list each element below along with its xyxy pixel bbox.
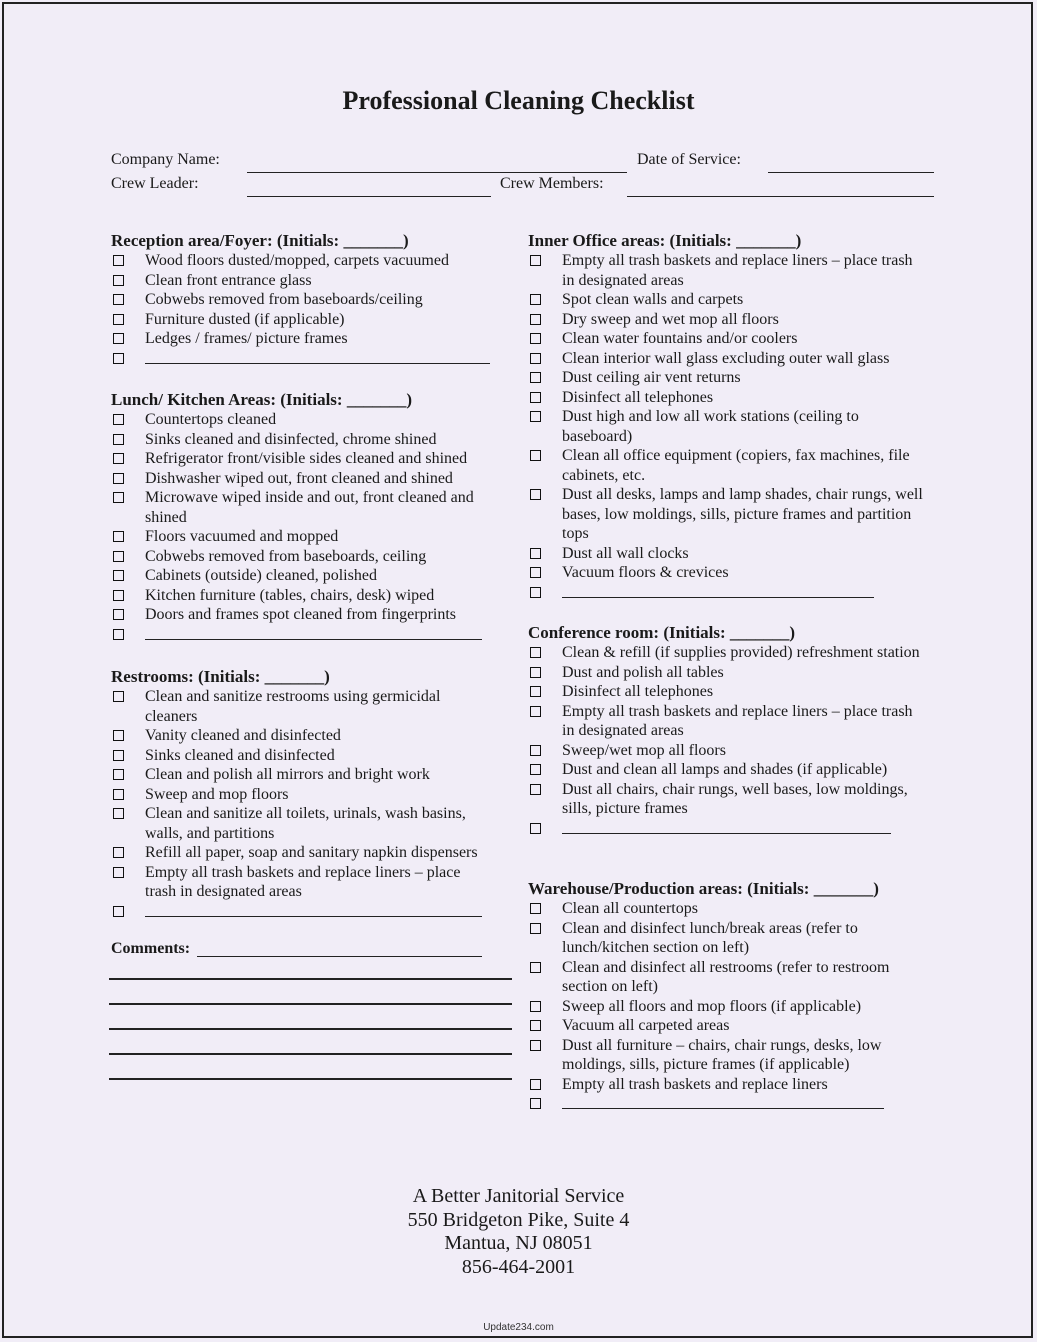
checklist-item: Dust and clean all lamps and shades (if applicable) <box>528 760 928 780</box>
checkbox-icon[interactable] <box>113 453 124 464</box>
checklist-item: Spot clean walls and carpets <box>528 290 928 310</box>
blank-write-in-line[interactable] <box>145 349 490 364</box>
checklist-item: Clean and polish all mirrors and bright work <box>111 765 491 785</box>
checkbox-icon[interactable] <box>530 745 541 756</box>
blank-write-in-line[interactable] <box>145 625 482 640</box>
checklist-item: Sweep all floors and mop floors (if applicable) <box>528 997 928 1017</box>
checklist-item: Vanity cleaned and disinfected <box>111 726 491 746</box>
street-address: 550 Bridgeton Pike, Suite 4 <box>407 1208 630 1231</box>
checklist-item: Empty all trash baskets and replace liners <box>528 1075 928 1095</box>
checklist-item: Clean water fountains and/or coolers <box>528 329 928 349</box>
checkbox-icon[interactable] <box>113 333 124 344</box>
section-kitchen <box>111 390 491 640</box>
comments-field[interactable] <box>197 956 482 957</box>
checkbox-icon[interactable] <box>113 906 124 917</box>
checkbox-icon[interactable] <box>113 570 124 581</box>
checklist-item: Sweep/wet mop all floors <box>528 741 928 761</box>
date-of-service-label: Date of Service: <box>637 151 741 168</box>
checkbox-icon[interactable] <box>113 275 124 286</box>
checkbox-icon[interactable] <box>113 808 124 819</box>
checklist-item: Vacuum all carpeted areas <box>528 1016 928 1036</box>
checklist-item: Ledges / frames/ picture frames <box>111 329 491 349</box>
checklist-item: Dust ceiling air vent returns <box>528 368 928 388</box>
company-address-block <box>0 1185 1037 1279</box>
checklist-item-blank <box>111 902 491 917</box>
checkbox-icon[interactable] <box>530 392 541 403</box>
section-heading: Reception area/Foyer: (Initials: _______) <box>111 231 409 250</box>
checklist-item: Dust all furniture – chairs, chair rungs, desks, low moldings, sills, picture frames (if applicable) <box>528 1036 928 1075</box>
section-heading: Conference room: (Initials: _______) <box>528 623 796 642</box>
crew-members-field[interactable] <box>627 196 934 197</box>
checkbox-icon[interactable] <box>530 706 541 717</box>
checkbox-icon[interactable] <box>113 353 124 364</box>
page-title: Professional Cleaning Checklist <box>342 86 695 115</box>
checklist-item: Clean and disinfect lunch/break areas (refer to lunch/kitchen section on left) <box>528 919 928 958</box>
checkbox-icon[interactable] <box>530 411 541 422</box>
checklist-item: Clean and sanitize all toilets, urinals, wash basins, walls, and partitions <box>111 804 491 843</box>
checklist-item: Furniture dusted (if applicable) <box>111 310 491 330</box>
checklist-item: Dust all desks, lamps and lamp shades, chair rungs, well bases, low moldings, sills, picture frames and partition tops <box>528 485 928 544</box>
section-conference <box>528 623 928 834</box>
checkbox-icon[interactable] <box>113 414 124 425</box>
comment-line[interactable] <box>109 1028 512 1030</box>
checkbox-icon[interactable] <box>530 686 541 697</box>
checkbox-icon[interactable] <box>530 294 541 305</box>
checklist-item: Sinks cleaned and disinfected, chrome shined <box>111 430 491 450</box>
checklist-item: Cabinets (outside) cleaned, polished <box>111 566 491 586</box>
checkbox-icon[interactable] <box>530 764 541 775</box>
checkbox-icon[interactable] <box>530 784 541 795</box>
checkbox-icon[interactable] <box>530 923 541 934</box>
checklist-item: Refrigerator front/visible sides cleaned and shined <box>111 449 491 469</box>
company-name: A Better Janitorial Service <box>412 1185 625 1207</box>
crew-leader-label: Crew Leader: <box>111 175 199 192</box>
checklist-item: Doors and frames spot cleaned from fingerprints <box>111 605 491 625</box>
checkbox-icon[interactable] <box>530 567 541 578</box>
section-restrooms <box>111 667 491 917</box>
blank-write-in-line[interactable] <box>145 902 482 917</box>
checklist-item-blank <box>111 349 491 364</box>
checkbox-icon[interactable] <box>113 789 124 800</box>
checkbox-icon[interactable] <box>113 750 124 761</box>
city-state-zip: Mantua, NJ 08051 <box>444 1232 593 1254</box>
checklist-item: Sweep and mop floors <box>111 785 491 805</box>
checklist-item: Disinfect all telephones <box>528 388 928 408</box>
checklist-item: Dust and polish all tables <box>528 663 928 683</box>
company-name-field[interactable] <box>247 172 627 173</box>
checklist-item-blank <box>528 1094 928 1109</box>
checklist-item: Clean interior wall glass excluding outer wall glass <box>528 349 928 369</box>
checkbox-icon[interactable] <box>113 867 124 878</box>
checkbox-icon[interactable] <box>530 823 541 834</box>
checkbox-icon[interactable] <box>530 1040 541 1051</box>
checkbox-icon[interactable] <box>530 333 541 344</box>
checklist-item: Cobwebs removed from baseboards/ceiling <box>111 290 491 310</box>
checkbox-icon[interactable] <box>113 847 124 858</box>
checkbox-icon[interactable] <box>113 531 124 542</box>
section-reception <box>111 231 491 364</box>
checkbox-icon[interactable] <box>530 353 541 364</box>
checkbox-icon[interactable] <box>113 730 124 741</box>
date-of-service-field[interactable] <box>768 172 934 173</box>
checklist-item: Dust all chairs, chair rungs, well bases, low moldings, sills, picture frames <box>528 780 928 819</box>
crew-members-label: Crew Members: <box>500 175 604 192</box>
watermark: Update234.com <box>483 1322 554 1333</box>
checkbox-icon[interactable] <box>530 667 541 678</box>
checkbox-icon[interactable] <box>530 450 541 461</box>
checklist-item-blank <box>528 819 928 834</box>
checkbox-icon[interactable] <box>530 1098 541 1109</box>
checklist-item: Dry sweep and wet mop all floors <box>528 310 928 330</box>
section-heading: Warehouse/Production areas: (Initials: _______) <box>528 879 879 898</box>
checklist-item: Clean all office equipment (copiers, fax machines, file cabinets, etc. <box>528 446 928 485</box>
section-heading: Restrooms: (Initials: _______) <box>111 667 330 686</box>
section-inner-office <box>528 231 928 598</box>
checklist-item: Kitchen furniture (tables, chairs, desk) wiped <box>111 586 491 606</box>
checkbox-icon[interactable] <box>113 691 124 702</box>
comment-line[interactable] <box>109 1003 512 1005</box>
comment-line[interactable] <box>109 1053 512 1055</box>
section-heading: Lunch/ Kitchen Areas: (Initials: _______) <box>111 390 412 409</box>
company-name-label: Company Name: <box>111 151 220 168</box>
checklist-item: Cobwebs removed from baseboards, ceiling <box>111 547 491 567</box>
crew-leader-field[interactable] <box>247 196 491 197</box>
checklist-item: Floors vacuumed and mopped <box>111 527 491 547</box>
phone-number: 856-464-2001 <box>461 1255 576 1278</box>
checkbox-icon[interactable] <box>113 294 124 305</box>
blank-write-in-line[interactable] <box>562 1094 884 1109</box>
checkbox-icon[interactable] <box>530 647 541 658</box>
checklist-item: Clean all countertops <box>528 899 928 919</box>
checklist-item: Dishwasher wiped out, front cleaned and shined <box>111 469 491 489</box>
checkbox-icon[interactable] <box>530 1020 541 1031</box>
checklist-item: Countertops cleaned <box>111 410 491 430</box>
checkbox-icon[interactable] <box>113 492 124 503</box>
checkbox-icon[interactable] <box>530 1079 541 1090</box>
section-warehouse <box>528 879 928 1109</box>
checkbox-icon[interactable] <box>113 551 124 562</box>
checkbox-icon[interactable] <box>530 1001 541 1012</box>
checkbox-icon[interactable] <box>113 434 124 445</box>
checkbox-icon[interactable] <box>530 548 541 559</box>
checkbox-icon[interactable] <box>530 314 541 325</box>
blank-write-in-line[interactable] <box>562 583 874 598</box>
checkbox-icon[interactable] <box>530 489 541 500</box>
checkbox-icon[interactable] <box>530 372 541 383</box>
checklist-item: Dust high and low all work stations (ceiling to baseboard) <box>528 407 928 446</box>
checklist-item: Empty all trash baskets and replace liners – place trash in designated areas <box>528 251 928 290</box>
checklist-item: Disinfect all telephones <box>528 682 928 702</box>
checkbox-icon[interactable] <box>113 629 124 640</box>
comment-line[interactable] <box>109 978 512 980</box>
checkbox-icon[interactable] <box>113 590 124 601</box>
checkbox-icon[interactable] <box>530 903 541 914</box>
checkbox-icon[interactable] <box>530 255 541 266</box>
checklist-item: Clean front entrance glass <box>111 271 491 291</box>
checkbox-icon[interactable] <box>530 962 541 973</box>
blank-write-in-line[interactable] <box>562 819 891 834</box>
checklist-item-blank <box>111 625 491 640</box>
checkbox-icon[interactable] <box>113 255 124 266</box>
checkbox-icon[interactable] <box>113 769 124 780</box>
checklist-item: Empty all trash baskets and replace liners – place trash in designated areas <box>111 863 491 902</box>
comment-line[interactable] <box>109 1078 512 1080</box>
comments-label: Comments: <box>111 940 191 957</box>
checklist-item: Microwave wiped inside and out, front cleaned and shined <box>111 488 491 527</box>
checklist-item: Clean and disinfect all restrooms (refer to restroom section on left) <box>528 958 928 997</box>
checkbox-icon[interactable] <box>113 609 124 620</box>
checkbox-icon[interactable] <box>113 473 124 484</box>
checklist-item: Refill all paper, soap and sanitary napkin dispensers <box>111 843 491 863</box>
checkbox-icon[interactable] <box>530 587 541 598</box>
section-heading: Inner Office areas: (Initials: _______) <box>528 231 802 250</box>
checklist-item: Dust all wall clocks <box>528 544 928 564</box>
checklist-item: Wood floors dusted/mopped, carpets vacuumed <box>111 251 491 271</box>
checklist-item: Empty all trash baskets and replace liners – place trash in designated areas <box>528 702 928 741</box>
checklist-item: Clean & refill (if supplies provided) refreshment station <box>528 643 928 663</box>
checklist-item: Sinks cleaned and disinfected <box>111 746 491 766</box>
checklist-item-blank <box>528 583 928 598</box>
checkbox-icon[interactable] <box>113 314 124 325</box>
checklist-item: Vacuum floors & crevices <box>528 563 928 583</box>
checklist-item: Clean and sanitize restrooms using germicidal cleaners <box>111 687 491 726</box>
